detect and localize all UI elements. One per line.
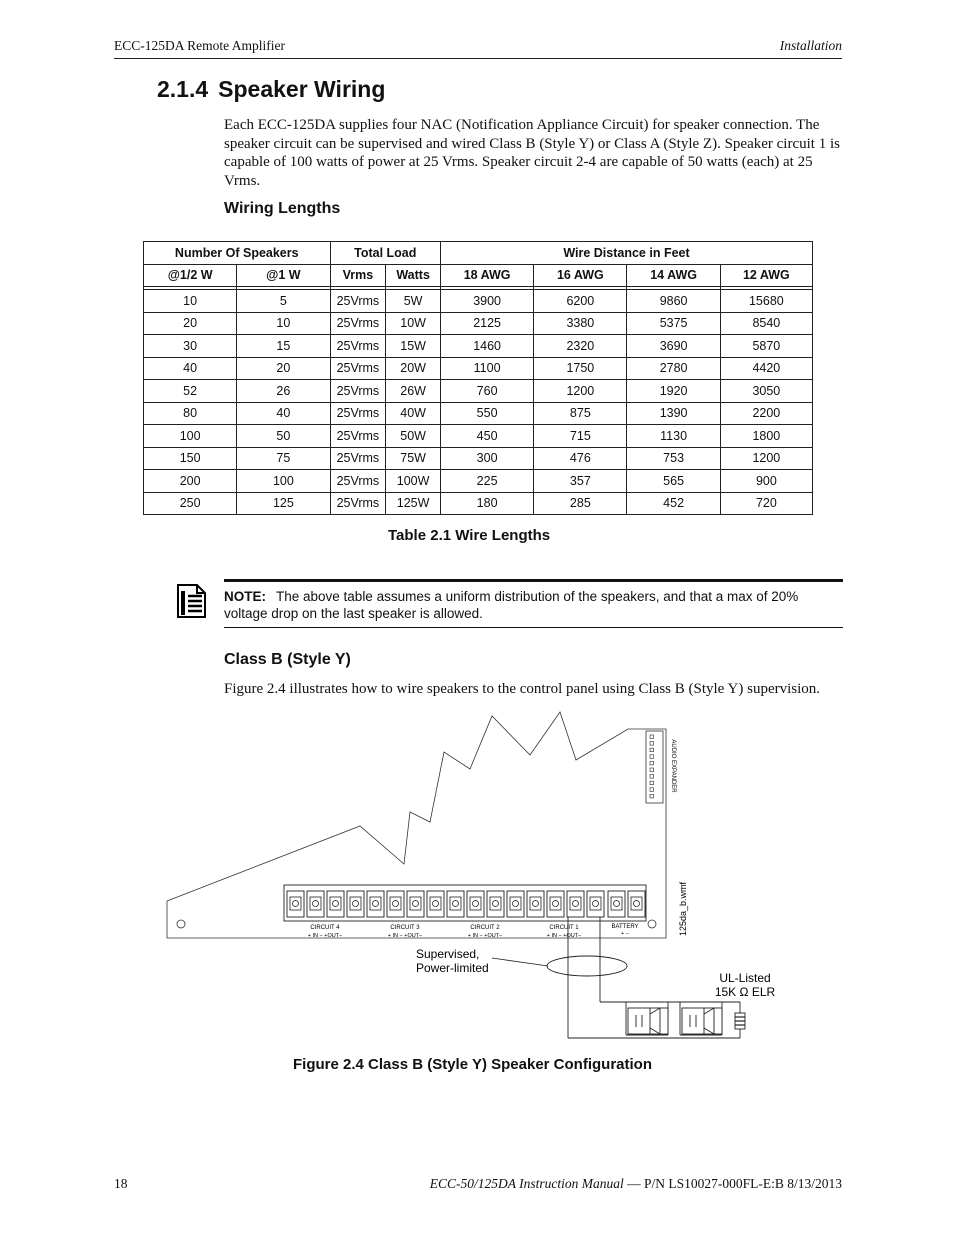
page-number: 18 (114, 1176, 128, 1191)
table-cell: 180 (440, 492, 533, 515)
connector-pin (650, 781, 654, 785)
table-cell: 25Vrms (330, 470, 386, 493)
table-cell: 25Vrms (330, 447, 386, 470)
mounting-hole (177, 920, 185, 928)
footer-part-number: — P/N LS10027-000FL-E:B 8/13/2013 (623, 1176, 842, 1191)
table-cell: 125W (386, 492, 441, 515)
screw-terminal (507, 891, 524, 917)
column-header: 12 AWG (720, 264, 812, 287)
circuit-1-label: CIRCUIT 1 (549, 925, 579, 931)
elr-label-line1: UL-Listed (719, 971, 771, 985)
table-cell: 225 (440, 470, 533, 493)
connector-pin (650, 742, 654, 746)
speaker-1-icon (628, 1008, 668, 1034)
table-cell: 1100 (440, 357, 533, 380)
table-cell: 5375 (627, 312, 720, 335)
table-cell: 40W (386, 402, 441, 425)
table-cell: 3380 (534, 312, 627, 335)
screw-terminal (307, 891, 324, 917)
table-cell: 1200 (534, 380, 627, 403)
table-cell: 52 (144, 380, 237, 403)
audio-expander-label: AUDIO EXPANDER (670, 739, 676, 793)
circuit-4-terminal-labels: + IN − +OUT− (307, 933, 343, 939)
table-cell: 1750 (534, 357, 627, 380)
running-header-left: ECC-125DA Remote Amplifier (114, 38, 285, 53)
table-cell: 5W (386, 290, 441, 313)
screw-terminal (587, 891, 604, 917)
table-cell: 3690 (627, 335, 720, 358)
screw-terminal (407, 891, 424, 917)
table-cell: 100W (386, 470, 441, 493)
screw-terminal (467, 891, 484, 917)
table-cell: 1460 (440, 335, 533, 358)
circuit-4-label: CIRCUIT 4 (310, 925, 340, 931)
table-cell: 25Vrms (330, 357, 386, 380)
table-cell: 20 (237, 357, 330, 380)
table-cell: 10 (144, 290, 237, 313)
screw-terminal (608, 891, 625, 917)
elr-label-line2: 15K Ω ELR (714, 985, 776, 999)
supervised-callout-leader (492, 958, 548, 966)
column-header: @1/2 W (144, 264, 237, 287)
running-footer (430, 1176, 842, 1192)
table-cell: 900 (720, 470, 812, 493)
table-cell: 875 (534, 402, 627, 425)
table-cell: 25Vrms (330, 312, 386, 335)
elr-resistor-icon (735, 1013, 745, 1029)
connector-pin (650, 794, 654, 798)
section-number: 2.1.4 (157, 76, 209, 102)
screw-terminal (387, 891, 404, 917)
table-cell: 4420 (720, 357, 812, 380)
table-cell: 565 (627, 470, 720, 493)
table-cell: 50W (386, 425, 441, 448)
table-cell: 200 (144, 470, 237, 493)
connector-pin (650, 761, 654, 765)
table-cell: 10 (237, 312, 330, 335)
table-cell: 25Vrms (330, 290, 386, 313)
table-cell: 550 (440, 402, 533, 425)
audio-expander-connector (646, 731, 663, 803)
connector-pin (650, 775, 654, 779)
connector-pin (650, 755, 654, 759)
screw-terminal (487, 891, 504, 917)
screw-terminal (327, 891, 344, 917)
supervised-callout-ellipse (547, 956, 627, 976)
table-cell: 26W (386, 380, 441, 403)
table-cell: 357 (534, 470, 627, 493)
table-cell: 760 (440, 380, 533, 403)
table-cell: 100 (237, 470, 330, 493)
column-header: 16 AWG (534, 264, 627, 287)
circuit-2-terminal-labels: + IN − +OUT− (467, 933, 503, 939)
table-cell: 1130 (627, 425, 720, 448)
battery-label: BATTERY (611, 924, 639, 930)
table-cell: 1800 (720, 425, 812, 448)
circuit-3-terminal-labels: + IN − +OUT− (387, 933, 423, 939)
screw-terminal (628, 891, 645, 917)
mounting-hole (648, 920, 656, 928)
table-cell: 75W (386, 447, 441, 470)
connector-pin (650, 748, 654, 752)
table-cell: 452 (627, 492, 720, 515)
column-header: 18 AWG (440, 264, 533, 287)
table-cell: 1390 (627, 402, 720, 425)
table-cell: 285 (534, 492, 627, 515)
screw-terminal (347, 891, 364, 917)
table-cell: 3050 (720, 380, 812, 403)
connector-pin (650, 788, 654, 792)
table-cell: 25Vrms (330, 402, 386, 425)
connector-pin (650, 735, 654, 739)
group-header-distance: Wire Distance in Feet (440, 242, 812, 265)
section-title-text: Speaker Wiring (218, 76, 386, 102)
supervised-label-line1: Supervised, (416, 947, 480, 961)
table-cell: 10W (386, 312, 441, 335)
table-cell: 20W (386, 357, 441, 380)
table-cell: 8540 (720, 312, 812, 335)
table-cell: 2125 (440, 312, 533, 335)
figure-file-name: 125da_b.wmf (678, 881, 688, 936)
table-cell: 250 (144, 492, 237, 515)
table-cell: 3900 (440, 290, 533, 313)
circuit-1-terminal-labels: + IN − +OUT− (546, 933, 582, 939)
table-cell: 25Vrms (330, 425, 386, 448)
screw-terminal (287, 891, 304, 917)
note-body: The above table assumes a uniform distribution of the speakers, and that a max of 20% voltage drop on the last speaker is allowed. (224, 589, 799, 621)
screw-terminal (567, 891, 584, 917)
table-cell: 1920 (627, 380, 720, 403)
table-cell: 15680 (720, 290, 812, 313)
terminal-block (284, 885, 646, 921)
table-cell: 2780 (627, 357, 720, 380)
column-header: Watts (386, 264, 441, 287)
circuit-2-label: CIRCUIT 2 (470, 925, 500, 931)
table-cell: 450 (440, 425, 533, 448)
group-header-speakers: Number Of Speakers (144, 242, 331, 265)
screw-terminal (447, 891, 464, 917)
table-cell: 476 (534, 447, 627, 470)
table-cell: 26 (237, 380, 330, 403)
table-cell: 715 (534, 425, 627, 448)
table-cell: 300 (440, 447, 533, 470)
table-cell: 80 (144, 402, 237, 425)
table-cell: 6200 (534, 290, 627, 313)
class-b-paragraph: Figure 2.4 illustrates how to wire speakers to the control panel using Class B (Style Y) supervision. (224, 681, 821, 697)
table-cell: 40 (237, 402, 330, 425)
intro-paragraph: Each ECC-125DA supplies four NAC (Notification Appliance Circuit) for speaker connection. The speaker circuit can be supervised and wired Class B (Style Y) or Class A (Style Z). Speaker circuit 1 is capable of 100 watts of power at 25 Vrms. Speaker circuit 2-4 are capable of 50 watts (each) at 25 Vrms. (224, 117, 840, 189)
table-cell: 75 (237, 447, 330, 470)
table-cell: 2200 (720, 402, 812, 425)
table-cell: 5 (237, 290, 330, 313)
battery-terminal-labels: + − (621, 931, 629, 937)
supervised-label-line2: Power-limited (416, 961, 489, 975)
table-cell: 25Vrms (330, 492, 386, 515)
table-cell: 15 (237, 335, 330, 358)
speaker-2-icon (682, 1008, 722, 1034)
note-label: NOTE: (224, 589, 266, 604)
circuit-3-label: CIRCUIT 3 (390, 925, 420, 931)
table-cell: 100 (144, 425, 237, 448)
table-cell: 150 (144, 447, 237, 470)
class-b-heading: Class B (Style Y) (224, 651, 351, 668)
table-cell: 40 (144, 357, 237, 380)
screw-terminal (547, 891, 564, 917)
connector-pin (650, 768, 654, 772)
running-header-right: Installation (779, 38, 842, 53)
table-cell: 5870 (720, 335, 812, 358)
table-cell: 9860 (627, 290, 720, 313)
table-cell: 30 (144, 335, 237, 358)
table-cell: 720 (720, 492, 812, 515)
wiring-lengths-heading: Wiring Lengths (224, 200, 341, 217)
column-header: 14 AWG (627, 264, 720, 287)
table-caption: Table 2.1 Wire Lengths (388, 527, 551, 544)
column-header: Vrms (330, 264, 386, 287)
table-cell: 1200 (720, 447, 812, 470)
control-panel-board-outline (167, 712, 666, 938)
screw-terminal (427, 891, 444, 917)
table-cell: 20 (144, 312, 237, 335)
table-cell: 15W (386, 335, 441, 358)
column-header: @1 W (237, 264, 330, 287)
footer-manual-title: ECC-50/125DA Instruction Manual (429, 1176, 624, 1191)
screw-terminal (527, 891, 544, 917)
table-cell: 25Vrms (330, 335, 386, 358)
screw-terminal (367, 891, 384, 917)
group-header-load: Total Load (330, 242, 440, 265)
table-cell: 2320 (534, 335, 627, 358)
table-cell: 125 (237, 492, 330, 515)
table-cell: 753 (627, 447, 720, 470)
figure-caption: Figure 2.4 Class B (Style Y) Speaker Configuration (293, 1056, 652, 1073)
table-cell: 25Vrms (330, 380, 386, 403)
table-cell: 50 (237, 425, 330, 448)
